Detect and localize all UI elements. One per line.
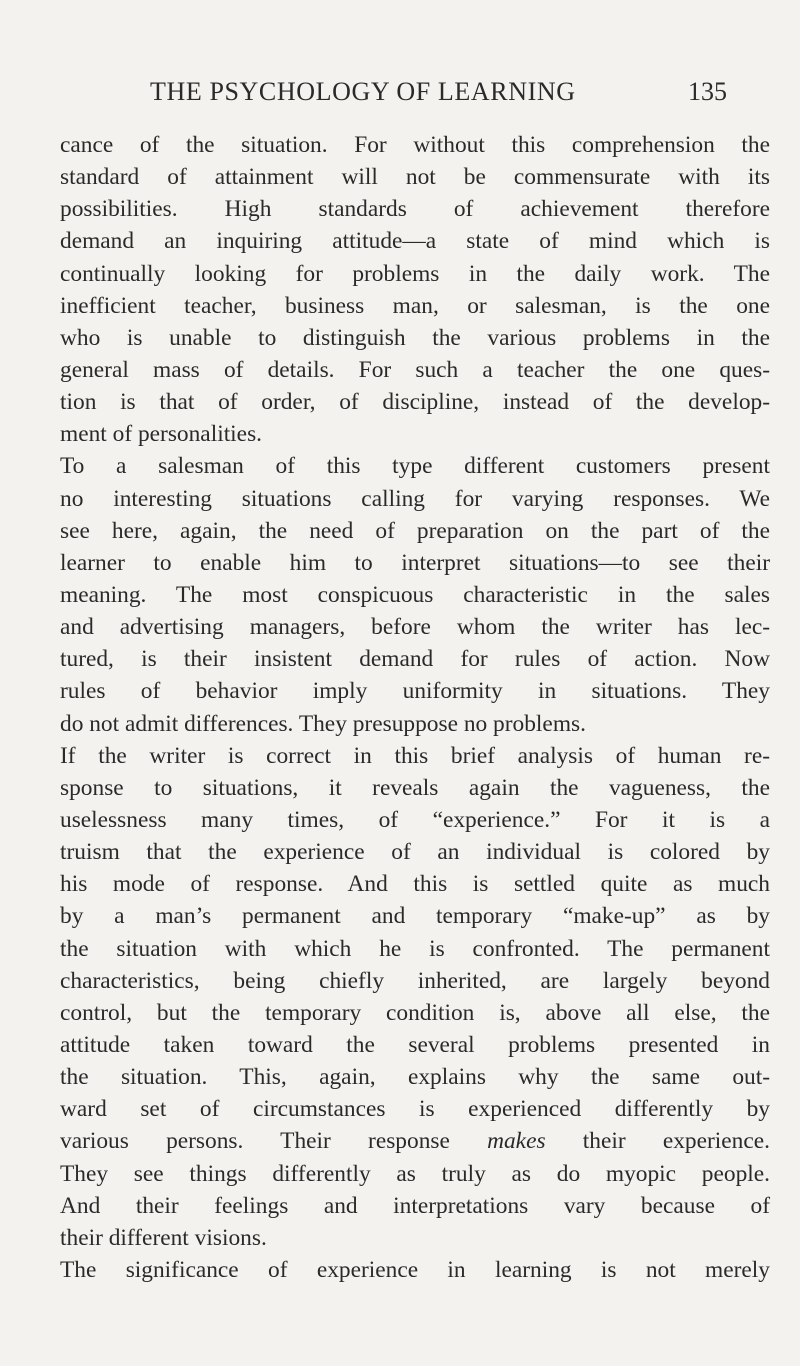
text-line: see here, again, the need of preparation on the part of the <box>60 517 770 544</box>
text-line: continually looking for problems in the daily work. The <box>60 260 770 287</box>
text-line: cance of the situation. For without this comprehension the <box>60 132 770 158</box>
text-line: demand an inquiring attitude—a state of mind which is <box>60 228 770 255</box>
text-line: the situation. This, again, explains why the same out- <box>60 1064 770 1091</box>
text-line: tured, is their insistent demand for rules of action. Now <box>60 646 770 673</box>
running-head <box>0 76 800 116</box>
text-line: sponse to situations, it reveals again the vagueness, the <box>60 774 770 801</box>
text-line: control, but the temporary condition is, above all else, the <box>60 999 770 1026</box>
text-segment: various persons. Their response <box>60 1128 488 1155</box>
text-line: inefficient teacher, business man, or salesman, is the one <box>60 292 770 319</box>
text-line: If the writer is correct in this brief analysis of human re- <box>60 742 770 769</box>
text-line: To a salesman of this type different customers present <box>60 453 770 480</box>
text-line: tion is that of order, of discipline, instead of the develop- <box>60 389 770 416</box>
text-line: general mass of details. For such a teacher the one ques- <box>60 356 770 383</box>
text-line: They see things differently as truly as do myopic people. <box>60 1160 770 1187</box>
text-line-with-emphasis <box>60 1125 770 1157</box>
page-number: 135 <box>688 77 727 106</box>
text-line: uselessness many times, of “experience.” For it is a <box>60 806 770 833</box>
text-segment: their experience. <box>545 1128 770 1155</box>
text-line: ment of personalities. <box>60 421 263 448</box>
body-text <box>60 129 770 1286</box>
text-line: The significance of experience in learning is not merely <box>60 1256 770 1283</box>
text-line: And their feelings and interpretations vary because of <box>60 1192 770 1219</box>
chapter-title: THE PSYCHOLOGY OF LEARNING <box>150 77 576 106</box>
text-line: attitude taken toward the several problems presented in <box>60 1031 770 1058</box>
text-line: characteristics, being chiefly inherited, are largely beyond <box>60 967 770 994</box>
text-line: possibilities. High standards of achievement therefore <box>60 196 770 223</box>
text-line: standard of attainment will not be commensurate with its <box>60 164 770 191</box>
text-line: do not admit differences. They presuppose no problems. <box>60 710 586 737</box>
text-line: the situation with which he is confronted. The permanent <box>60 935 770 962</box>
emphasized-word: makes <box>487 1128 546 1155</box>
text-line: no interesting situations calling for varying responses. We <box>60 485 770 512</box>
text-line: his mode of response. And this is settled quite as much <box>60 871 770 898</box>
text-line: rules of behavior imply uniformity in situations. They <box>60 678 770 705</box>
text-line: meaning. The most conspicuous characteristic in the sales <box>60 581 770 608</box>
text-line: truism that the experience of an individual is colored by <box>60 839 770 866</box>
text-line: and advertising managers, before whom the writer has lec- <box>60 614 770 641</box>
text-line: who is unable to distinguish the various problems in the <box>60 324 770 351</box>
text-line: learner to enable him to interpret situations—to see their <box>60 549 770 576</box>
text-line: ward set of circumstances is experienced differently by <box>60 1096 770 1123</box>
text-line: by a man’s permanent and temporary “make-up” as by <box>60 903 770 930</box>
text-line: their different visions. <box>60 1224 267 1251</box>
